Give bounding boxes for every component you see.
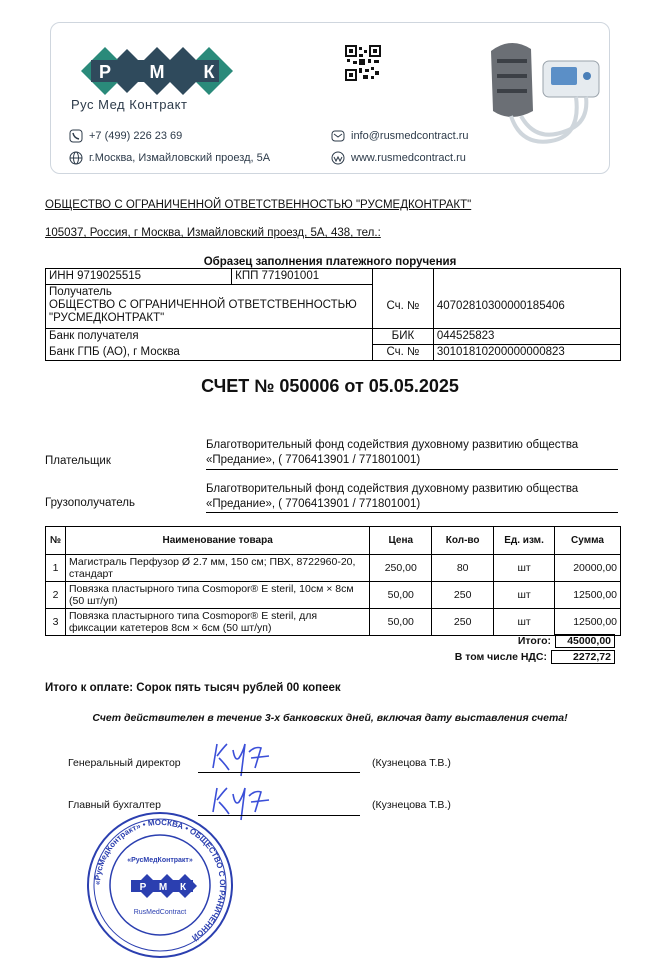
web-icon (331, 151, 345, 165)
svg-text:К: К (203, 62, 215, 82)
recipient-name: ОБЩЕСТВО С ОГРАНИЧЕННОЙ ОТВЕТСТВЕННОСТЬЮ "РУСМЕДКОНТРАКТ" (49, 299, 357, 324)
inn-cell: ИНН 9719025515 (46, 269, 232, 285)
director-label: Генеральный директор (68, 757, 181, 769)
office-address: г.Москва, Измайловский проезд, 5А (89, 152, 271, 164)
payer-label: Плательщик (45, 455, 111, 467)
consignee-underline (206, 512, 618, 513)
total-row (518, 634, 615, 648)
svg-text:М: М (158, 882, 168, 893)
table-row: 2 Повязка пластырного типа Cosmopor® E steril, 10см × 8см (50 шт/уп) 50,00 250 шт 12500,00 (46, 582, 621, 609)
total-label: Итого: (517, 635, 551, 647)
bank-name: Банк ГПБ (АО), г Москва (46, 345, 373, 361)
director-name: (Кузнецова Т.В.) (372, 757, 451, 769)
bik-value: 044525823 (433, 329, 620, 345)
account-number: 40702810300000185406 (433, 285, 620, 329)
email-contact (331, 129, 469, 143)
website-url: www.rusmedcontract.ru (351, 152, 466, 164)
col-header-qty: Кол-во (432, 527, 494, 555)
phone-icon (69, 129, 83, 143)
account-label: Сч. № (373, 285, 434, 329)
amount-in-words: Итого к оплате: Сорок пять тысяч рублей 00 копеек (45, 682, 341, 694)
col-header-number: № (46, 527, 66, 555)
stamp-bottom-text: RusMedContract (133, 909, 187, 916)
letterhead-card (50, 22, 610, 174)
payment-form-title: Образец заполнения платежного поручения (203, 256, 457, 268)
consignee-label: Грузополучатель (45, 497, 135, 509)
vat-value: 2272,72 (551, 650, 615, 664)
svg-text:М: М (149, 62, 165, 82)
svg-text:Р: Р (98, 62, 112, 82)
col-header-price: Цена (370, 527, 432, 555)
phone-number: +7 (499) 226 23 69 (89, 130, 183, 142)
accountant-label: Главный бухгалтер (68, 799, 161, 811)
table-row: 3 Повязка пластырного типа Cosmopor® E steril, для фиксации катетеров 8см × 6см (50 шт/уп) 50,00 250 шт 12500,00 (46, 609, 621, 636)
items-table (45, 526, 621, 636)
corr-account-label: Сч. № (373, 345, 434, 361)
kpp-cell: КПП 771901001 (232, 269, 373, 285)
col-header-name: Наименование товара (65, 527, 369, 555)
vat-row (455, 650, 615, 664)
brand-name: Рус Мед Контракт (71, 97, 188, 112)
address-contact (69, 151, 270, 165)
qr-code (345, 45, 381, 81)
recipient-label: Получатель (49, 286, 112, 298)
col-header-sum: Сумма (555, 527, 621, 555)
director-sign-line (198, 772, 360, 773)
phone-contact (69, 129, 182, 143)
svg-text:К: К (179, 882, 187, 893)
consignee-value: Благотворительный фонд содействия духовному развитию общества «Предание», ( 7706413901 / 771801001) (206, 483, 579, 510)
table-row: 1 Магистраль Перфузор Ø 2.7 мм, 150 см; ПВХ, 8722960-20, стандарт 250,00 80 шт 20000,00 (46, 555, 621, 582)
email-icon (331, 129, 345, 143)
corr-account-number: 30101810200000000823 (433, 345, 620, 361)
company-stamp (85, 810, 235, 960)
stamp-logo (131, 874, 197, 898)
company-address: 105037, Россия, г Москва, Измайловский проезд, 5А, 438, тел.: (45, 227, 381, 239)
payment-details-table (45, 268, 621, 361)
recipient-cell (46, 285, 373, 329)
stamp-outer-text: «РусМедКонтракт» • МОСКВА • ОБЩЕСТВО С ОГРАНИЧЕННОЙ (92, 817, 228, 943)
globe-icon (69, 151, 83, 165)
email-address: info@rusmedcontract.ru (351, 130, 469, 142)
total-value: 45000,00 (555, 634, 615, 648)
bik-label: БИК (373, 329, 434, 345)
validity-note: Счет действителен в течение 3-х банковских дней, включая дату выставления счета! (92, 712, 568, 724)
company-full-name: ОБЩЕСТВО С ОГРАНИЧЕННОЙ ОТВЕТСТВЕННОСТЬЮ "РУСМЕДКОНТРАКТ" (45, 199, 472, 211)
compression-device-image (481, 31, 606, 151)
col-header-unit: Ед. изм. (494, 527, 555, 555)
payer-underline (206, 469, 618, 470)
payer-value: Благотворительный фонд содействия духовному развитию общества «Предание», ( 7706413901 / 771801001) (206, 439, 579, 466)
stamp-inner-text: «РусМедКонтракт» (127, 857, 193, 864)
vat-label: В том числе НДС: (454, 651, 547, 663)
accountant-name: (Кузнецова Т.В.) (372, 799, 451, 811)
svg-text:Р: Р (139, 882, 147, 893)
invoice-title: СЧЕТ № 050006 от 05.05.2025 (201, 376, 459, 396)
bank-label: Банк получателя (46, 329, 373, 345)
website-contact (331, 151, 466, 165)
